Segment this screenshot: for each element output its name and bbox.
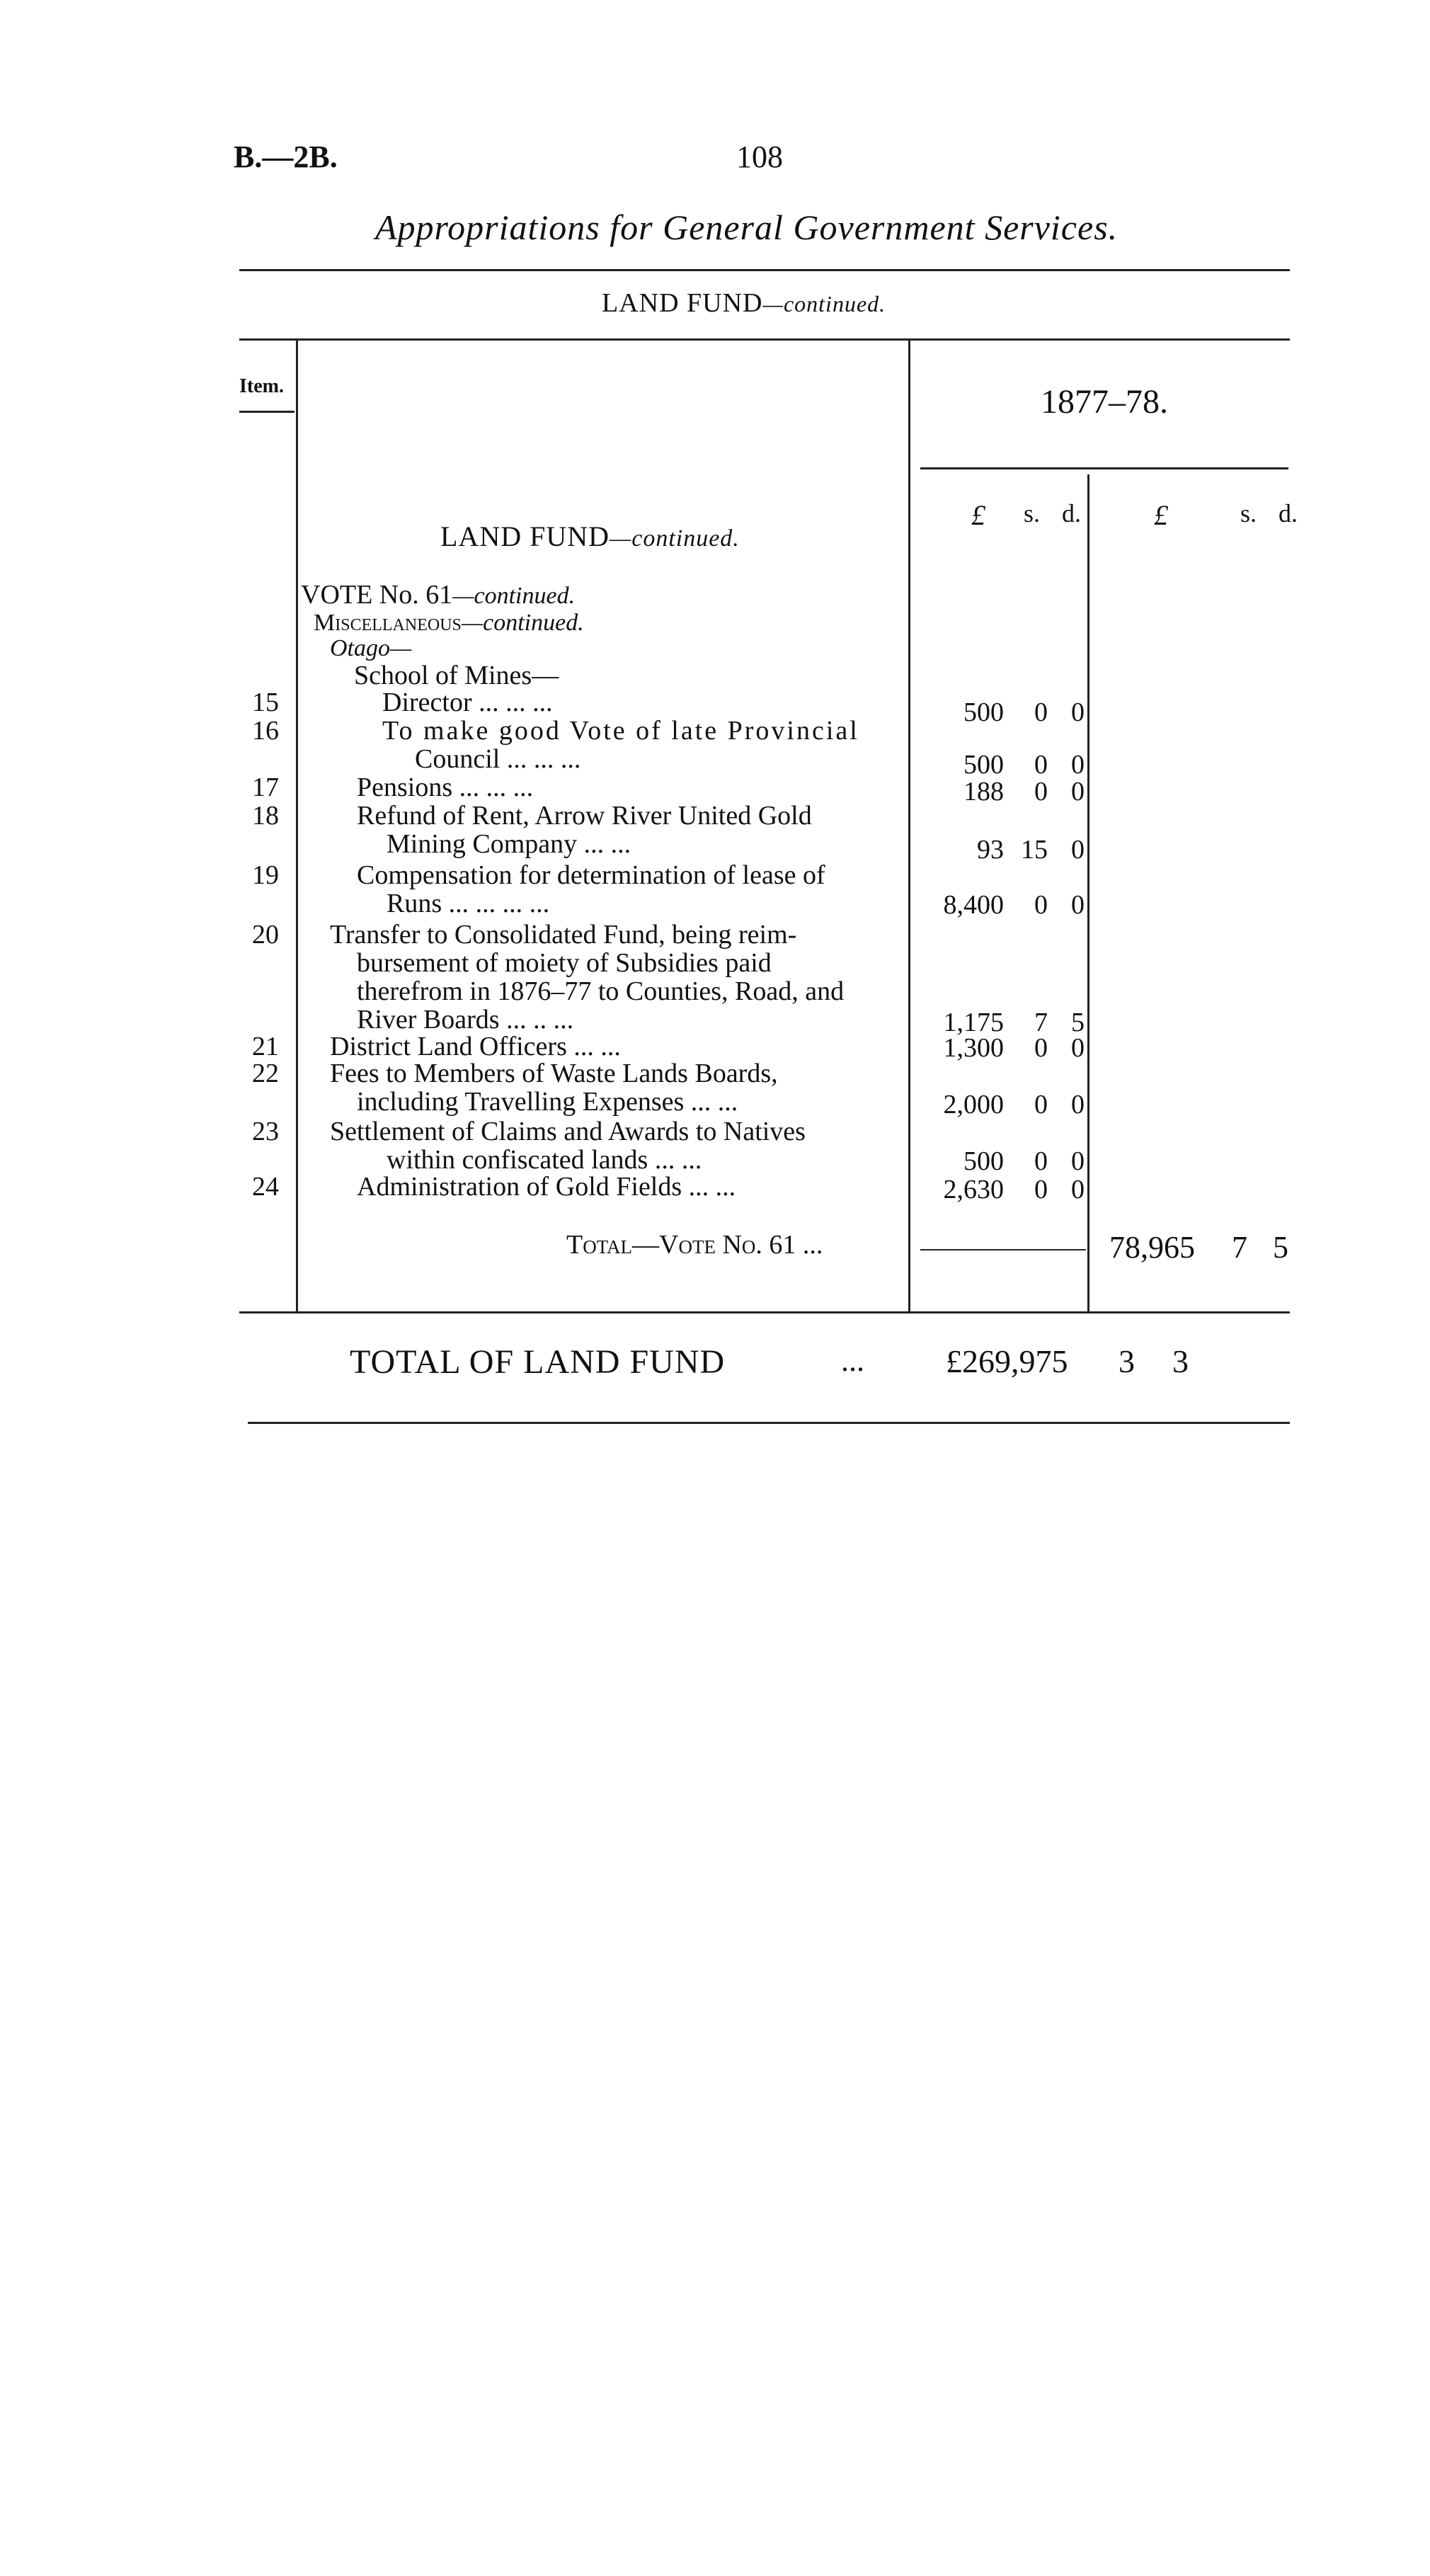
row-description-line [357, 1005, 573, 1034]
document-reference: B.—2B. [234, 139, 338, 174]
row-description-text: bursement of moiety of Subsidies paid [357, 948, 772, 978]
row-pence: 0 [1071, 697, 1085, 727]
subheading-school-of-mines: School of Mines— [354, 661, 559, 690]
vote-total-text: Total—Vote No. 61 ... [566, 1230, 823, 1260]
vote-heading-main: VOTE No. 61 [301, 580, 453, 610]
row-shillings: 0 [1034, 890, 1048, 920]
row-description-line [387, 889, 549, 918]
vote-total-pounds: 78,965 [1109, 1230, 1195, 1265]
vote-total-shillings: 7 [1232, 1230, 1247, 1265]
row-description-line [387, 830, 631, 858]
row-pounds: 500 [963, 697, 1004, 727]
row-pence: 0 [1071, 1146, 1085, 1176]
row-pence: 0 [1071, 1090, 1085, 1119]
row-shillings: 0 [1034, 1033, 1048, 1063]
rule-item-column [296, 340, 298, 1311]
row-description-line [357, 1173, 736, 1201]
section-heading [602, 287, 886, 319]
row-pence: 0 [1071, 777, 1085, 807]
row-description-line [330, 1117, 806, 1146]
page-title: Appropriations for General Government Services. [375, 207, 1119, 247]
row-description-line [357, 949, 772, 977]
row-pence: 0 [1071, 750, 1085, 780]
inner-section-heading [440, 520, 740, 553]
row-description-line [357, 773, 533, 802]
row-description-line [415, 745, 900, 773]
row-pounds: 2,630 [943, 1175, 1004, 1204]
grand-total-pounds: £269,975 [946, 1343, 1068, 1379]
rule-item-header-underline [239, 411, 294, 413]
row-pounds: 1,175 [943, 1008, 1004, 1037]
item-number: 15 [252, 688, 279, 717]
vote-heading [301, 581, 575, 610]
item-number: 19 [252, 860, 279, 890]
row-pounds: 1,300 [943, 1033, 1004, 1063]
vote-total-pence: 5 [1273, 1230, 1288, 1265]
row-pounds: 93 [977, 835, 1004, 865]
vote-total-label [566, 1231, 823, 1259]
row-description-text: Pensions ... ... ... [357, 773, 534, 802]
row-description-line [330, 1059, 778, 1088]
row-shillings: 15 [1021, 835, 1048, 865]
row-description-text: Runs ... ... ... ... [387, 889, 550, 918]
row-pence: 0 [1071, 1033, 1085, 1063]
row-shillings: 0 [1034, 1146, 1048, 1176]
row-description-text: including Travelling Expenses ... ... [357, 1087, 738, 1117]
rule-table-top [239, 338, 1290, 341]
row-description-text: Council ... ... ... [415, 744, 581, 774]
row-description-text: Director ... ... ... [382, 688, 553, 717]
row-pounds: 8,400 [943, 890, 1004, 920]
col-shillings2-header: s. [1240, 499, 1257, 528]
row-shillings: 0 [1034, 750, 1048, 780]
row-pounds: 500 [963, 750, 1004, 780]
row-description-text: To make good Vote of late Provincial [382, 716, 859, 746]
item-number: 18 [252, 801, 279, 831]
item-number: 22 [252, 1059, 279, 1088]
item-number: 21 [252, 1032, 279, 1061]
rule-top [239, 269, 1290, 271]
grand-total-dots: ... [841, 1343, 864, 1378]
item-number: 20 [252, 920, 279, 950]
row-description-text: Transfer to Consolidated Fund, being reim- [330, 920, 797, 950]
row-description-line [357, 861, 825, 889]
section-heading-main: LAND FUND [602, 288, 763, 318]
row-description-text: therefrom in 1876–77 to Counties, Road, and [357, 976, 845, 1006]
item-number: 24 [252, 1172, 279, 1202]
row-pounds: 2,000 [943, 1090, 1004, 1119]
region-heading: Otago— [330, 635, 412, 661]
row-description-text: Settlement of Claims and Awards to Natives [330, 1117, 806, 1146]
row-pounds: 500 [963, 1146, 1004, 1176]
row-description-line [357, 977, 844, 1005]
item-number: 16 [252, 716, 279, 746]
row-description-text: Fees to Members of Waste Lands Boards, [330, 1059, 778, 1088]
item-number: 23 [252, 1117, 279, 1146]
misc-heading [314, 608, 584, 637]
rule-subtotal [920, 1249, 1086, 1250]
item-column-header: Item. [239, 375, 284, 397]
misc-heading-suffix: —continued. [461, 610, 584, 636]
row-description-text: Refund of Rent, Arrow River United Gold [357, 801, 812, 831]
page-number: 108 [736, 139, 783, 174]
inner-heading-main: LAND FUND [440, 520, 610, 552]
col-pound2-header: £ [1154, 499, 1168, 531]
section-heading-suffix: —continued. [762, 291, 886, 317]
vote-heading-suffix: —continued. [452, 583, 576, 609]
row-pence: 0 [1071, 1175, 1085, 1204]
row-description-text: Mining Company ... ... [387, 829, 631, 859]
col-pound-header: £ [971, 499, 985, 531]
col-pence2-header: d. [1279, 499, 1298, 528]
grand-total-pence: 3 [1172, 1343, 1189, 1379]
row-description-text: River Boards ... .. ... [357, 1005, 574, 1035]
row-shillings: 0 [1034, 1175, 1048, 1204]
row-description-line [382, 688, 900, 717]
row-description-text: Administration of Gold Fields ... ... [357, 1172, 736, 1202]
row-description-line [330, 921, 796, 949]
row-pence: 0 [1071, 835, 1085, 865]
inner-heading-suffix: —continued. [610, 525, 740, 552]
row-pence: 5 [1071, 1008, 1085, 1037]
row-description-line [387, 1146, 702, 1174]
rule-bottom [248, 1422, 1290, 1424]
year-header: 1877–78. [1041, 383, 1168, 421]
row-description-line [330, 1032, 621, 1061]
row-description-line [382, 717, 900, 745]
row-description-text: within confiscated lands ... ... [387, 1145, 702, 1175]
rule-description-column [908, 340, 910, 1311]
row-shillings: 0 [1034, 697, 1048, 727]
row-description-text: Compensation for determination of lease of [357, 860, 825, 890]
item-number: 17 [252, 773, 279, 802]
col-pence-header: d. [1062, 499, 1081, 528]
grand-total-label: TOTAL OF LAND FUND [350, 1343, 726, 1381]
row-shillings: 7 [1034, 1008, 1048, 1037]
row-pence: 0 [1071, 890, 1085, 920]
row-pounds: 188 [963, 777, 1004, 807]
row-description-line [357, 1088, 738, 1116]
misc-heading-main: Miscellaneous [314, 610, 462, 636]
grand-total-shillings: 3 [1119, 1343, 1135, 1379]
rule-sub-amount-column [1087, 474, 1089, 1311]
row-description-line [357, 802, 812, 830]
rule-year-underline [920, 467, 1288, 469]
row-shillings: 0 [1034, 1090, 1048, 1119]
row-shillings: 0 [1034, 777, 1048, 807]
row-description-text: District Land Officers ... ... [330, 1032, 621, 1061]
rule-table-bottom [239, 1311, 1290, 1313]
col-shillings-header: s. [1024, 499, 1041, 528]
